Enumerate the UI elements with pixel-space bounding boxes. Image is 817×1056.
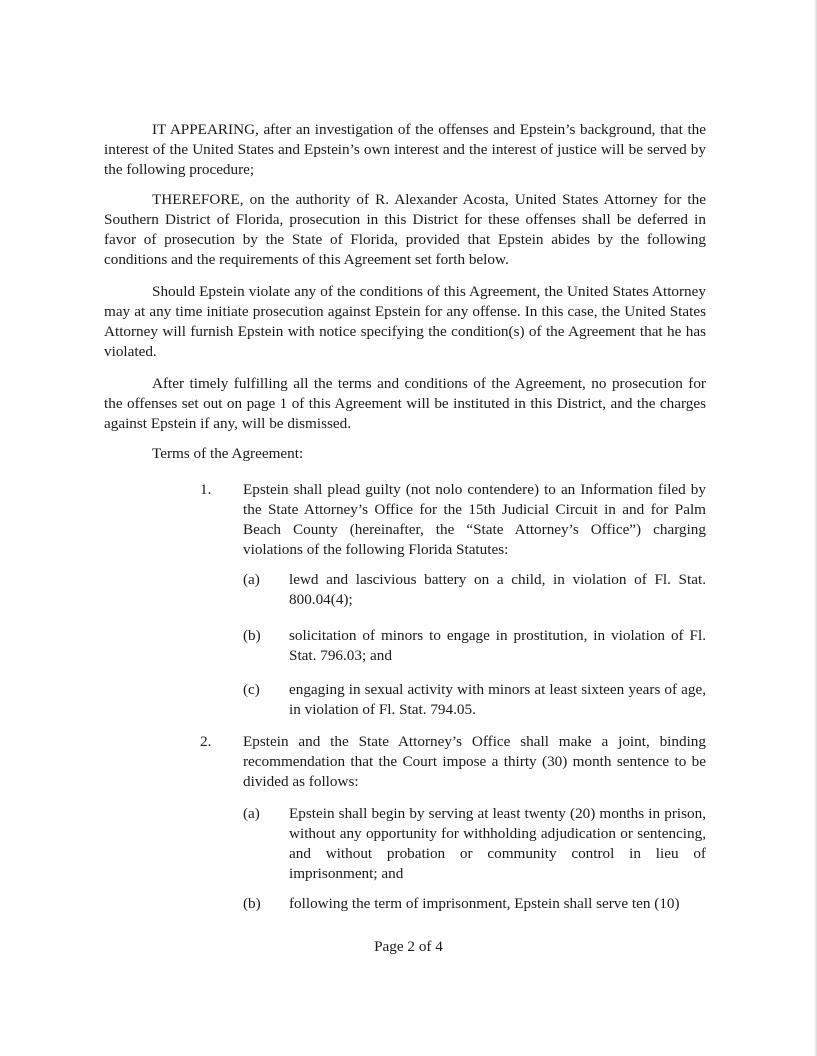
page-footer: Page 2 of 4 bbox=[374, 938, 443, 955]
term-text: Epstein and the State Attorney’s Office shall make a joint, binding recommendation that the Court impose a thirty (30) month sentence to be divided as follows: bbox=[243, 733, 706, 790]
subitem-letter: (b) bbox=[243, 895, 261, 912]
term-number: 2. bbox=[200, 733, 212, 750]
terms-heading: Terms of the Agreement: bbox=[152, 445, 304, 462]
subitem-text: following the term of imprisonment, Epstein shall serve ten (10) bbox=[289, 895, 680, 912]
subitem-text: solicitation of minors to engage in prostitution, in violation of Fl. Stat. 796.03; and bbox=[289, 627, 706, 664]
subitem-text: engaging in sexual activity with minors at least sixteen years of age, in violation of Fl. Stat. 794.05. bbox=[289, 681, 706, 718]
subitem-letter: (a) bbox=[243, 571, 260, 588]
paragraph-therefore: THEREFORE, on the authority of R. Alexander Acosta, United States Attorney for the Southern District of Florida, prosecution in this District for these offenses shall be deferred in favor of prosecution by the State of Florida, provided that Epstein abides by the following conditions and the requirements of this Agreement set forth below. bbox=[104, 191, 706, 268]
subitem-letter: (b) bbox=[243, 627, 261, 644]
term-number: 1. bbox=[200, 481, 212, 498]
paragraph-fulfillment: After timely fulfilling all the terms and conditions of the Agreement, no prosecution for the offenses set out on page 1 of this Agreement will be instituted in this District, and the charges against Epstein if any, will be dismissed. bbox=[104, 375, 706, 432]
subitem-letter: (a) bbox=[243, 805, 260, 822]
subitem-text: Epstein shall begin by serving at least twenty (20) months in prison, without any opportunity for withholding adjudication or sentencing, and without probation or community control in lieu of imprisonment; and bbox=[289, 805, 706, 882]
paragraph-it-appearing: IT APPEARING, after an investigation of the offenses and Epstein’s background, that the interest of the United States and Epstein’s own interest and the interest of justice will be served by the following procedure; bbox=[104, 121, 706, 178]
term-text: Epstein shall plead guilty (not nolo contendere) to an Information filed by the State Attorney’s Office for the 15th Judicial Circuit in and for Palm Beach County (hereinafter, the “State Attorney’s Office”) charging violations of the following Florida Statutes: bbox=[243, 481, 706, 558]
paragraph-violation-notice: Should Epstein violate any of the conditions of this Agreement, the United States Attorney may at any time initiate prosecution against Epstein for any offense. In this case, the United States Attorney will furnish Epstein with notice specifying the condition(s) of the Agreement that he has violated. bbox=[104, 283, 706, 360]
subitem-letter: (c) bbox=[243, 681, 260, 698]
subitem-text: lewd and lascivious battery on a child, in violation of Fl. Stat. 800.04(4); bbox=[289, 571, 706, 608]
